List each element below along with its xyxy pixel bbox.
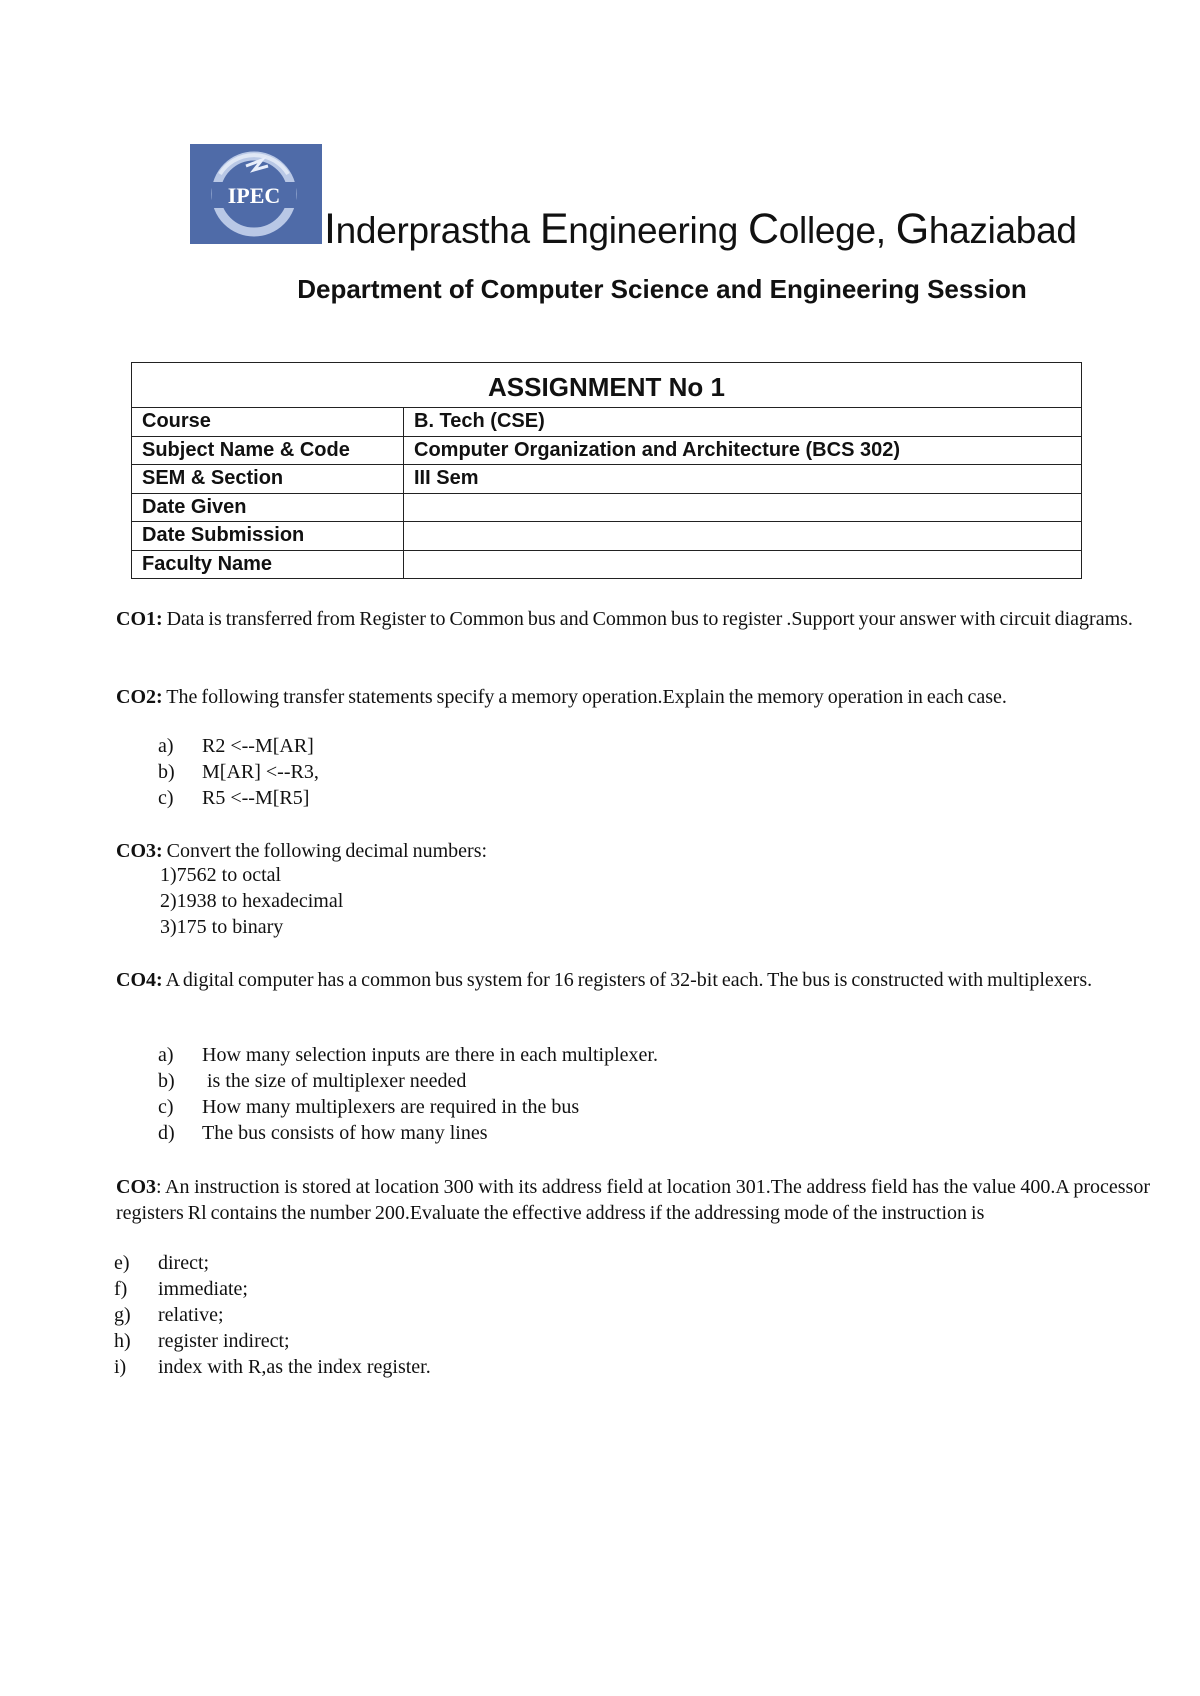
list-item: a) R2 <--M[AR] [158, 735, 314, 757]
college-logo [190, 144, 322, 244]
question-co2: CO2: The following transfer statements specify a memory operation.Explain the memory operation in each case. [116, 686, 1007, 708]
list-item: c) R5 <--M[R5] [158, 787, 310, 809]
list-item: h) register indirect; [114, 1330, 290, 1352]
college-name: Inderprastha Engineering College, Ghaziabad [324, 205, 1077, 253]
list-item: a) How many selection inputs are there in each multiplexer. [158, 1044, 658, 1066]
assignment-title: ASSIGNMENT No 1 [132, 363, 1082, 408]
list-item: e) direct; [114, 1252, 210, 1274]
list-item: 1)7562 to octal [160, 864, 282, 886]
table-row: Subject Name & Code Computer Organization and Architecture (BCS 302) [132, 436, 1082, 465]
department-title: Department of Computer Science and Engineering Session [297, 274, 1027, 304]
list-item: 3)175 to binary [160, 916, 284, 938]
question-co1: CO1: Data is transferred from Register to Common bus and Common bus to register .Support your answer with circuit diagrams. [116, 608, 1133, 630]
assignment-info-table [131, 362, 1082, 579]
list-item: c) How many multiplexers are required in the bus [158, 1096, 580, 1118]
question-co3: CO3: Convert the following decimal numbers: [116, 840, 488, 862]
list-item: 2)1938 to hexadecimal [160, 890, 344, 912]
table-row: Faculty Name [132, 550, 1082, 579]
table-row: SEM & Section III Sem [132, 465, 1082, 494]
table-row: Date Submission [132, 522, 1082, 551]
list-item: b) is the size of multiplexer needed [158, 1070, 467, 1092]
table-row: Course B. Tech (CSE) [132, 408, 1082, 437]
table-row: Date Given [132, 493, 1082, 522]
question-co4: CO4: A digital computer has a common bus system for 16 registers of 32-bit each. The bus is constructed with multiplexers. [116, 969, 1093, 991]
list-item: f) immediate; [114, 1278, 248, 1300]
list-item: d) The bus consists of how many lines [158, 1122, 488, 1144]
list-item: b) M[AR] <--R3, [158, 761, 319, 783]
list-item: i) index with R,as the index register. [114, 1356, 431, 1378]
question-co3-addressing: CO3: An instruction is stored at location 300 with its address field at location 301.The address field has the value 400.A processor registers Rl contains the number 200.Evaluate the effective address if the addressing mode of the instruction is [116, 1176, 1150, 1224]
svg-text:IPEC: IPEC [227, 183, 281, 208]
list-item: g) relative; [114, 1304, 224, 1326]
